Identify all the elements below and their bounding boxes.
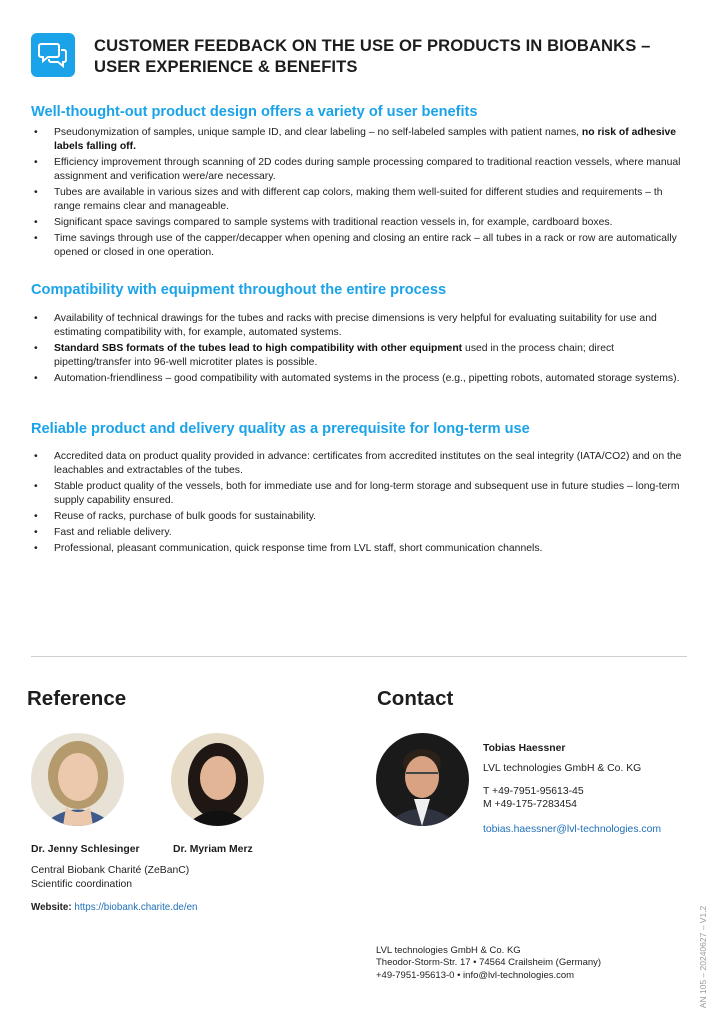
chat-bubbles-icon <box>31 33 75 77</box>
website-link[interactable]: https://biobank.charite.de/en <box>74 902 198 913</box>
contact-mobile: M +49-175-7283454 <box>483 799 577 810</box>
footer-street: Theodor-Storm-Str. 17 • 74564 Crailsheim (Germany) <box>376 957 602 969</box>
list-item-text: Significant space savings compared to sample systems with traditional reaction vessels in, for example, cardboard boxes. <box>54 217 613 228</box>
document-code: AN 105 – 20240627 – V1.2 <box>698 905 708 1009</box>
list-item-text: Pseudonymization of samples, unique sample ID, and clear labeling – no self-labeled samples with patient names, <box>54 127 582 138</box>
section-heading-product-design: Well-thought-out product design offers a variety of user benefits <box>31 104 478 120</box>
avatar-myriam-merz <box>171 733 264 826</box>
list-item <box>31 526 691 540</box>
reference-role: Scientific coordination <box>31 879 133 890</box>
footer-company: LVL technologies GmbH & Co. KG <box>376 945 521 956</box>
section-heading-quality: Reliable product and delivery quality as a prerequisite for long-term use <box>31 421 530 437</box>
list-item-text: Automation-friendliness – good compatibility with automated systems in the process (e.g., pipetting robots, automated storage systems). <box>54 373 680 384</box>
section-divider <box>31 656 687 657</box>
reference-organization: Central Biobank Charité (ZeBanC) <box>31 865 190 876</box>
list-item-text: Reuse of racks, purchase of bulk goods for sustainability. <box>54 511 317 522</box>
list-item <box>31 480 691 508</box>
contact-title: Contact <box>377 687 454 710</box>
list-item <box>31 156 691 184</box>
reference-title: Reference <box>27 687 127 710</box>
avatar-jenny-schlesinger <box>31 733 124 826</box>
reference-person-2-name: Dr. Myriam Merz <box>173 844 253 855</box>
section-heading-compatibility: Compatibility with equipment throughout the entire process <box>31 282 447 298</box>
avatar-tobias-haessner <box>376 733 469 826</box>
product-design-list <box>31 126 691 262</box>
list-item-text: Tubes are available in various sizes and with different cap colors, making them well-suited for different studies and requirements – th range remains clear and manageable. <box>54 187 663 213</box>
list-item <box>31 450 691 478</box>
list-item-bold-text: Standard SBS formats of the tubes lead to high compatibility with other equipment <box>54 343 463 354</box>
list-item <box>31 372 691 386</box>
list-item <box>31 232 691 260</box>
contact-company: LVL technologies GmbH & Co. KG <box>483 763 642 774</box>
list-item <box>31 186 691 214</box>
list-item <box>31 542 691 556</box>
list-item-text: Accredited data on product quality provided in advance: certificates from accredited institutes on the seal integrity (IATA/CO2) and on the leachables and extractables of the tubes. <box>54 451 682 477</box>
list-item <box>31 342 691 370</box>
list-item-text: used in the process chain; direct pipetting/transfer into 96-well microtiter plates is possible. <box>54 343 615 369</box>
quality-list <box>31 450 691 557</box>
header <box>31 33 691 79</box>
contact-phone: T +49-7951-95613-45 <box>483 786 584 797</box>
list-item-text: Fast and reliable delivery. <box>54 526 172 538</box>
footer-address <box>376 945 601 982</box>
list-item-text: Professional, pleasant communication, quick response time from LVL staff, short communication channels. <box>54 542 543 554</box>
reference-person-1-name: Dr. Jenny Schlesinger <box>31 844 140 855</box>
contact-email-link[interactable]: tobias.haessner@lvl-technologies.com <box>483 824 662 835</box>
footer-phone-email: +49-7951-95613-0 • info@lvl-technologies.com <box>376 969 575 981</box>
list-item-bold-text: no risk of adhesive labels falling off. <box>54 127 677 153</box>
list-item-text: Stable product quality of the vessels, both for immediate use and for long-term storage and subsequent use in future studies – long-term supply capability ensured. <box>54 481 680 507</box>
contact-name: Tobias Haessner <box>483 743 566 754</box>
list-item-text: Time savings through use of the capper/decapper when opening and closing an entire rack – all tubes in a rack or row are automatically opened or closed in one operation. <box>54 232 677 258</box>
list-item-text: Availability of technical drawings for the tubes and racks with precise dimensions is very helpful for evaluating suitability for use and estimating compatibility with, for example, automated systems. <box>54 313 657 339</box>
list-item-text: Efficiency improvement through scanning of 2D codes during sample processing compared to traditional reaction vessels, where manual assignment and verification were/are necessary. <box>54 157 681 183</box>
list-item <box>31 510 691 524</box>
list-item <box>31 312 691 340</box>
reference-website <box>31 901 197 915</box>
list-item <box>31 126 691 154</box>
website-label: Website: <box>31 902 72 913</box>
list-item <box>31 216 691 230</box>
compatibility-list <box>31 312 691 388</box>
page-title: CUSTOMER FEEDBACK ON THE USE OF PRODUCTS IN BIOBANKS – USER EXPERIENCE & BENEFITS <box>94 36 651 76</box>
